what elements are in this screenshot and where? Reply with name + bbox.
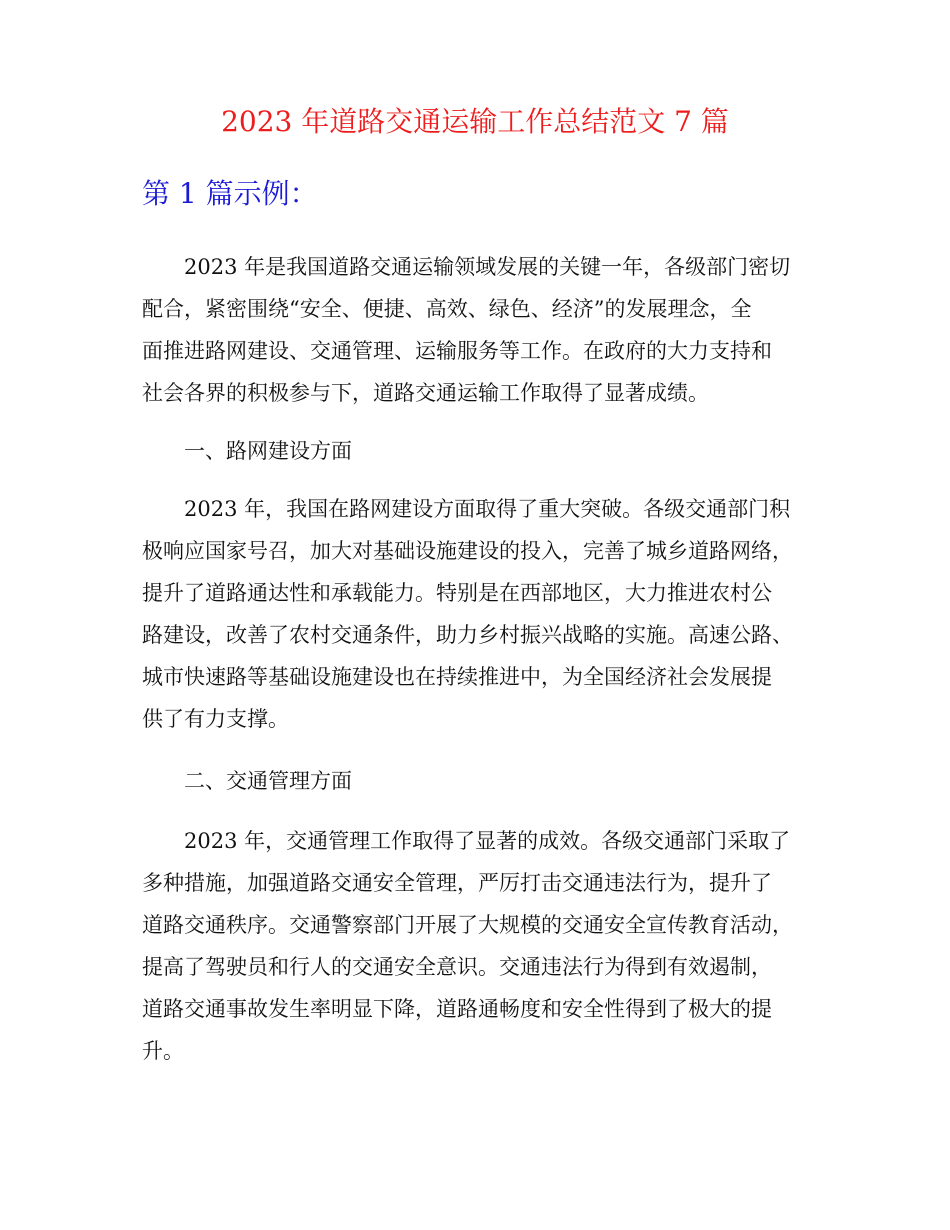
- paragraph-line: 多种措施，加强道路交通安全管理，严厉打击交通违法行为，提升了: [142, 871, 772, 895]
- paragraph-line: 2023 年，交通管理工作取得了显著的成效。各级交通部门采取了: [184, 829, 791, 853]
- subsection-heading: 二、交通管理方面: [184, 769, 352, 793]
- paragraph-line: 道路交通事故发生率明显下降，道路通畅度和安全性得到了极大的提: [142, 997, 772, 1021]
- paragraph-line: 社会各界的积极参与下，道路交通运输工作取得了显著成绩。: [142, 381, 709, 405]
- paragraph-line: 路建设，改善了农村交通条件，助力乡村振兴战略的实施。高速公路、: [142, 623, 793, 647]
- paragraph-line: 提升了道路通达性和承载能力。特别是在西部地区，大力推进农村公: [142, 581, 772, 605]
- paragraph-line: 道路交通秩序。交通警察部门开展了大规模的交通安全宣传教育活动，: [142, 913, 793, 937]
- paragraph-line: 城市快速路等基础设施建设也在持续推进中，为全国经济社会发展提: [142, 665, 772, 689]
- paragraph-line: 供了有力支撑。: [142, 707, 289, 731]
- document-title: 2023 年道路交通运输工作总结范文 7 篇: [221, 105, 729, 138]
- paragraph-line: 极响应国家号召，加大对基础设施建设的投入，完善了城乡道路网络，: [142, 539, 793, 563]
- paragraph-line: 2023 年，我国在路网建设方面取得了重大突破。各级交通部门积: [184, 497, 791, 521]
- subsection-heading: 一、路网建设方面: [184, 439, 352, 463]
- paragraph-line: 升。: [142, 1039, 184, 1063]
- paragraph-line: 面推进路网建设、交通管理、运输服务等工作。在政府的大力支持和: [142, 339, 772, 363]
- section-heading: 第 1 篇示例：: [142, 177, 318, 210]
- paragraph-line: 配合，紧密围绕“安全、便捷、高效、绿色、经济”的发展理念，全: [142, 297, 752, 321]
- paragraph-line: 2023 年是我国道路交通运输领域发展的关键一年，各级部门密切: [184, 255, 791, 279]
- paragraph-line: 提高了驾驶员和行人的交通安全意识。交通违法行为得到有效遏制，: [142, 955, 772, 979]
